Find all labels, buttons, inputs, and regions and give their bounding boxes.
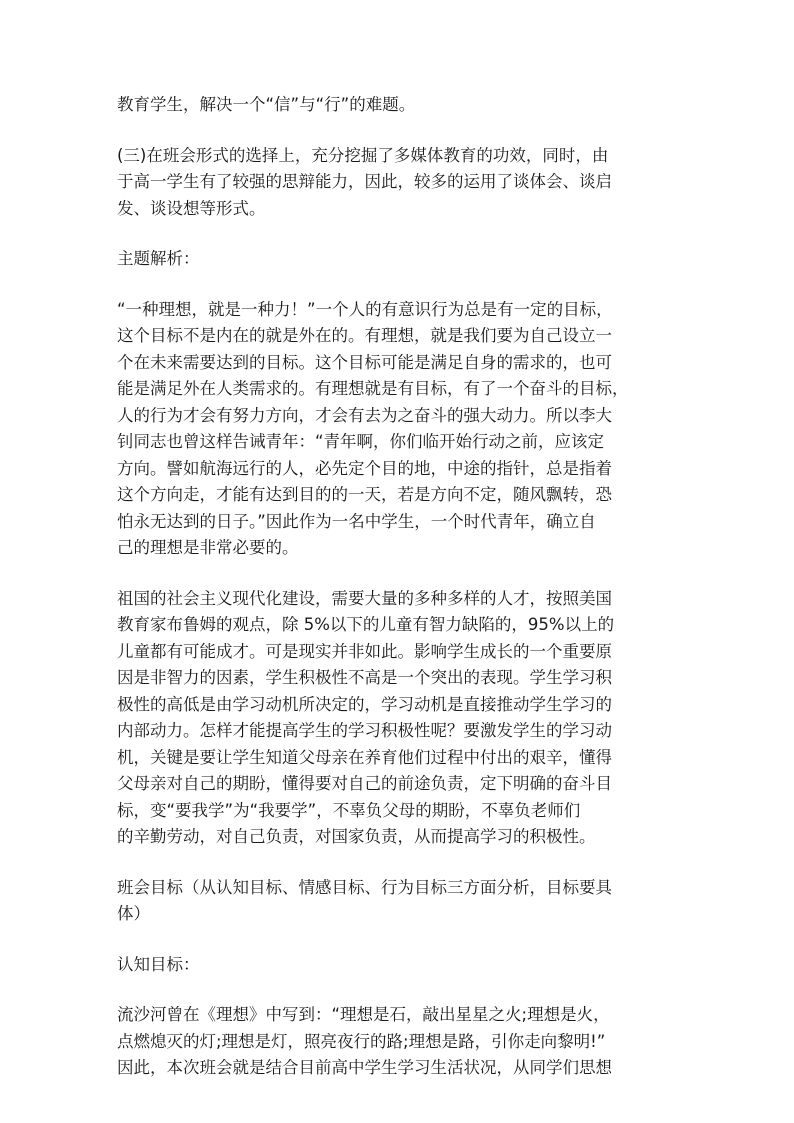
text-line: 主题解析： [117, 249, 200, 268]
paragraph-intro-continuation [117, 92, 687, 119]
paragraph-liushahe-quote [117, 1002, 687, 1082]
document-body [117, 92, 687, 1106]
text-line: 己的理想是非常必要的。 [117, 538, 299, 557]
text-line: 点燃熄灭的灯;理想是灯，照亮夜行的路;理想是路，引你走向黎明!” [117, 1031, 606, 1051]
text-line: 个在未来需要达到的目标。这个目标可能是满足自身的需求的，也可 [117, 352, 612, 372]
text-line: 因此，本次班会就是结合目前高中学生学习生活状况，从同学们思想 [117, 1058, 612, 1077]
text-line: 极性的高低是由学习动机所决定的，学习动机是直接推动学生学习的 [117, 694, 612, 714]
text-line: 儿童都有可能成才。可是现实并非如此。影响学生成长的一个重要原 [117, 641, 612, 661]
paragraph-talent-motivation [117, 586, 687, 851]
text-line: 这个目标不是内在的就是外在的。有理想，就是我们要为自己设立一 [117, 326, 612, 345]
section-heading-theme-analysis [117, 246, 687, 273]
text-line: 方向。譬如航海远行的人，必先定个目的地，中途的指针，总是指着 [117, 458, 612, 478]
text-line: 父母亲对自己的期盼，懂得要对自己的前途负责，定下明确的奋斗目 [117, 774, 612, 793]
text-line: 的辛勤劳动，对自己负责，对国家负责，从而提高学习的积极性。 [117, 827, 596, 846]
text-line: 怕永无达到的日子。”因此作为一名中学生，一个时代青年，确立自 [117, 511, 596, 531]
section-heading-cognitive-goals [117, 952, 687, 979]
text-line: 认知目标： [117, 954, 200, 974]
section-heading-meeting-goals [117, 875, 687, 928]
text-line: 教育学生，解决一个“信”与“行”的难题。 [117, 95, 416, 114]
text-line: (三)在班会形式的选择上，充分挖掘了多媒体教育的功效，同时，由 [117, 145, 609, 165]
text-line: 钊同志也曾这样告诫青年：“青年啊，你们临开始行动之前，应该定 [117, 432, 605, 451]
text-line: 机，关键是要让学生知道父母亲在养育他们过程中付出的艰辛，懂得 [117, 747, 612, 767]
text-line: “一种理想，就是一种力！”一个人的有意识行为总是有一定的目标， [117, 299, 613, 319]
text-line: 能是满足外在人类需求的。有理想就是有目标，有了一个奋斗的目标， [117, 379, 629, 398]
paragraph-ideal-power [117, 297, 687, 562]
text-line: 教育家布鲁姆的观点，除 5%以下的儿童有智力缺陷的，95%以上的 [117, 615, 615, 634]
text-line: 班会目标（从认知目标、情感目标、行为目标三方面分析，目标要具 [117, 877, 612, 897]
text-line: 发、谈设想等形式。 [117, 198, 266, 218]
text-line: 因是非智力的因素，学生积极性不高是一个突出的表现。学生学习积 [117, 668, 612, 687]
text-line: 标，变“要我学”为“我要学”，不辜负父母的期盼，不辜负老师们 [117, 800, 581, 820]
text-line: 体） [117, 904, 150, 923]
paragraph-class-meeting-form [117, 143, 687, 223]
text-line: 这个方向走，才能有达到目的的一天，若是方向不定，随风飘转，恐 [117, 485, 612, 504]
text-line: 内部动力。怎样才能提高学生的学习积极性呢？要激发学生的学习动 [117, 721, 612, 740]
text-line: 于高一学生有了较强的思辩能力，因此，较多的运用了谈体会、谈启 [117, 172, 612, 191]
text-line: 流沙河曾在《理想》中写到：“理想是石，敲出星星之火;理想是火， [117, 1005, 610, 1024]
text-line: 祖国的社会主义现代化建设，需要大量的多种多样的人才，按照美国 [117, 588, 612, 608]
text-line: 人的行为才会有努力方向，才会有去为之奋斗的强大动力。所以李大 [117, 405, 612, 425]
